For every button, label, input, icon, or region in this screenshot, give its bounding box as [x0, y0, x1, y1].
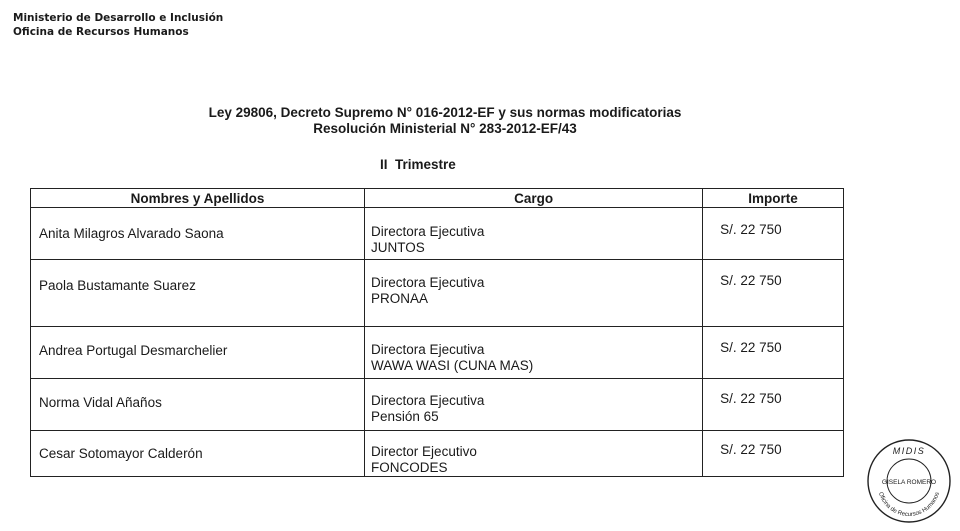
stamp-top-text: MIDIS: [892, 446, 926, 456]
row-cargo-title: Directora Ejecutiva: [371, 393, 485, 408]
header-cargo: Cargo: [365, 189, 703, 208]
salary-table: [30, 188, 844, 477]
title-law: Ley 29806, Decreto Supremo N° 016-2012-EF y sus normas modificatorias: [208, 105, 682, 120]
office-stamp: [866, 438, 952, 524]
title-resolution: Resolución Ministerial N° 283-2012-EF/43: [313, 121, 577, 136]
row-cargo-entity: FONCODES: [371, 460, 448, 475]
row-importe: S/. 22 750: [720, 391, 782, 406]
row-importe: S/. 22 750: [720, 442, 782, 457]
row-importe: S/. 22 750: [720, 273, 782, 288]
row-name: Norma Vidal Añaños: [39, 395, 162, 410]
organization-header: [13, 11, 223, 39]
row-cargo-title: Director Ejecutivo: [371, 444, 477, 459]
row-name: Cesar Sotomayor Calderón: [39, 446, 203, 461]
row-name: Paola Bustamante Suarez: [39, 278, 196, 293]
header-importe: Importe: [703, 189, 844, 208]
row-name: Anita Milagros Alvarado Saona: [39, 226, 224, 241]
table-row: [31, 327, 844, 379]
row-importe: S/. 22 750: [720, 222, 782, 237]
row-cargo-entity: JUNTOS: [371, 240, 425, 255]
row-cargo-title: Directora Ejecutiva: [371, 224, 485, 239]
table-row: [31, 208, 844, 260]
document-titles: [0, 105, 890, 137]
row-cargo-entity: WAWA WASI (CUNA MAS): [371, 358, 534, 373]
row-cargo-title: Directora Ejecutiva: [371, 275, 485, 290]
row-cargo-title: Directora Ejecutiva: [371, 342, 485, 357]
org-office: Oficina de Recursos Humanos: [13, 26, 189, 38]
row-importe: S/. 22 750: [720, 340, 782, 355]
stamp-name: GISELA ROMERO: [881, 479, 937, 486]
row-cargo-entity: Pensión 65: [371, 409, 439, 424]
row-name: Andrea Portugal Desmarchelier: [39, 343, 228, 358]
svg-text:Oficina de Recursos Humanos: [877, 491, 941, 518]
quarter-label: II Trimestre: [380, 157, 456, 172]
table-row: [31, 431, 844, 477]
stamp-ring-text: Oficina de Recursos Humanos: [877, 491, 941, 519]
table-header-row: [31, 189, 844, 208]
row-cargo-entity: PRONAA: [371, 291, 429, 306]
table-row: [31, 260, 844, 327]
table-row: [31, 379, 844, 431]
org-ministry: Ministerio de Desarrollo e Inclusión: [13, 12, 224, 24]
header-names: Nombres y Apellidos: [31, 189, 365, 208]
